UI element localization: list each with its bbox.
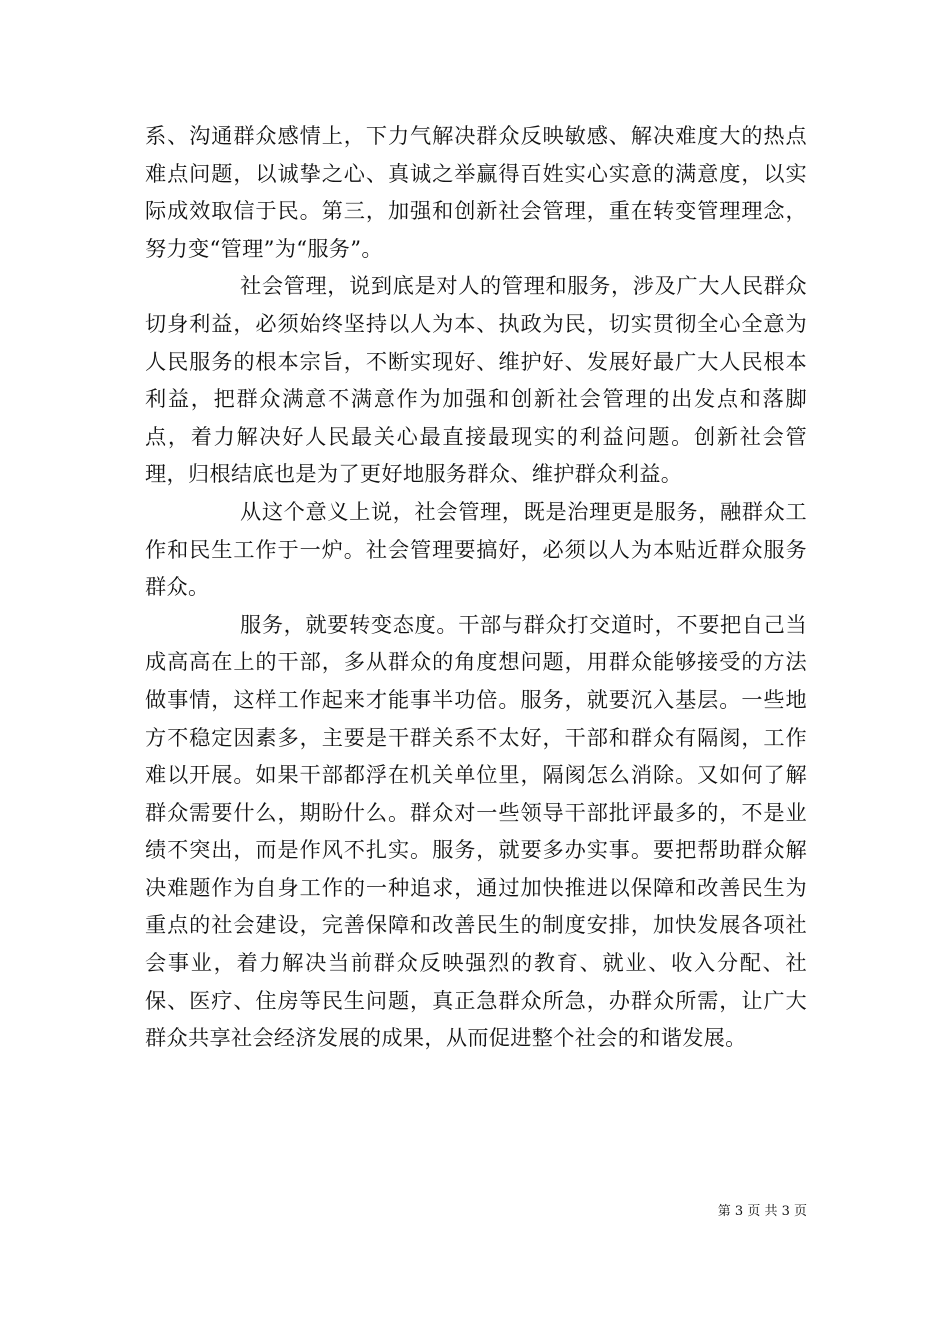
paragraph-3: 从这个意义上说，社会管理，既是治理更是服务，融群众工作和民生工作于一炉。社会管理要搞好，必须以人为本贴近群众服务群众。 — [145, 498, 807, 600]
paragraph-2: 社会管理，说到底是对人的管理和服务，涉及广大人民群众切身利益，必须始终坚持以人为本、执政为民，切实贯彻全心全意为人民服务的根本宗旨，不断实现好、维护好、发展好最广大人民根本利益，把群众满意不满意作为加强和创新社会管理的出发点和落脚点，着力解决好人民最关心最直接最现实的利益问题。创新社会管理，归根结底也是为了更好地服务群众、维护群众利益。 — [145, 273, 807, 487]
page-number: 第 3 页 共 3 页 — [717, 1204, 807, 1219]
body-text — [145, 117, 807, 1057]
paragraph-4: 服务，就要转变态度。干部与群众打交道时，不要把自己当成高高在上的干部，多从群众的角度想问题，用群众能够接受的方法做事情，这样工作起来才能事半功倍。服务，就要沉入基层。一些地方不稳定因素多，主要是干群关系不太好，干部和群众有隔阂，工作难以开展。如果干部都浮在机关单位里，隔阂怎么消除。又如何了解群众需要什么，期盼什么。群众对一些领导干部批评最多的，不是业绩不突出，而是作风不扎实。服务，就要多办实事。要把帮助群众解决难题作为自身工作的一种追求，通过加快推进以保障和改善民生为重点的社会建设，完善保障和改善民生的制度安排，加快发展各项社会事业，着力解决当前群众反映强烈的教育、就业、收入分配、社保、医疗、住房等民生问题，真正急群众所急，办群众所需，让广大群众共享社会经济发展的成果，从而促进整个社会的和谐发展。 — [145, 611, 807, 1051]
paragraph-1: 系、沟通群众感情上，下力气解决群众反映敏感、解决难度大的热点难点问题，以诚挚之心、真诚之举赢得百姓实心实意的满意度，以实际成效取信于民。第三，加强和创新社会管理，重在转变管理理念，努力变“管理”为“服务”。 — [145, 123, 807, 261]
